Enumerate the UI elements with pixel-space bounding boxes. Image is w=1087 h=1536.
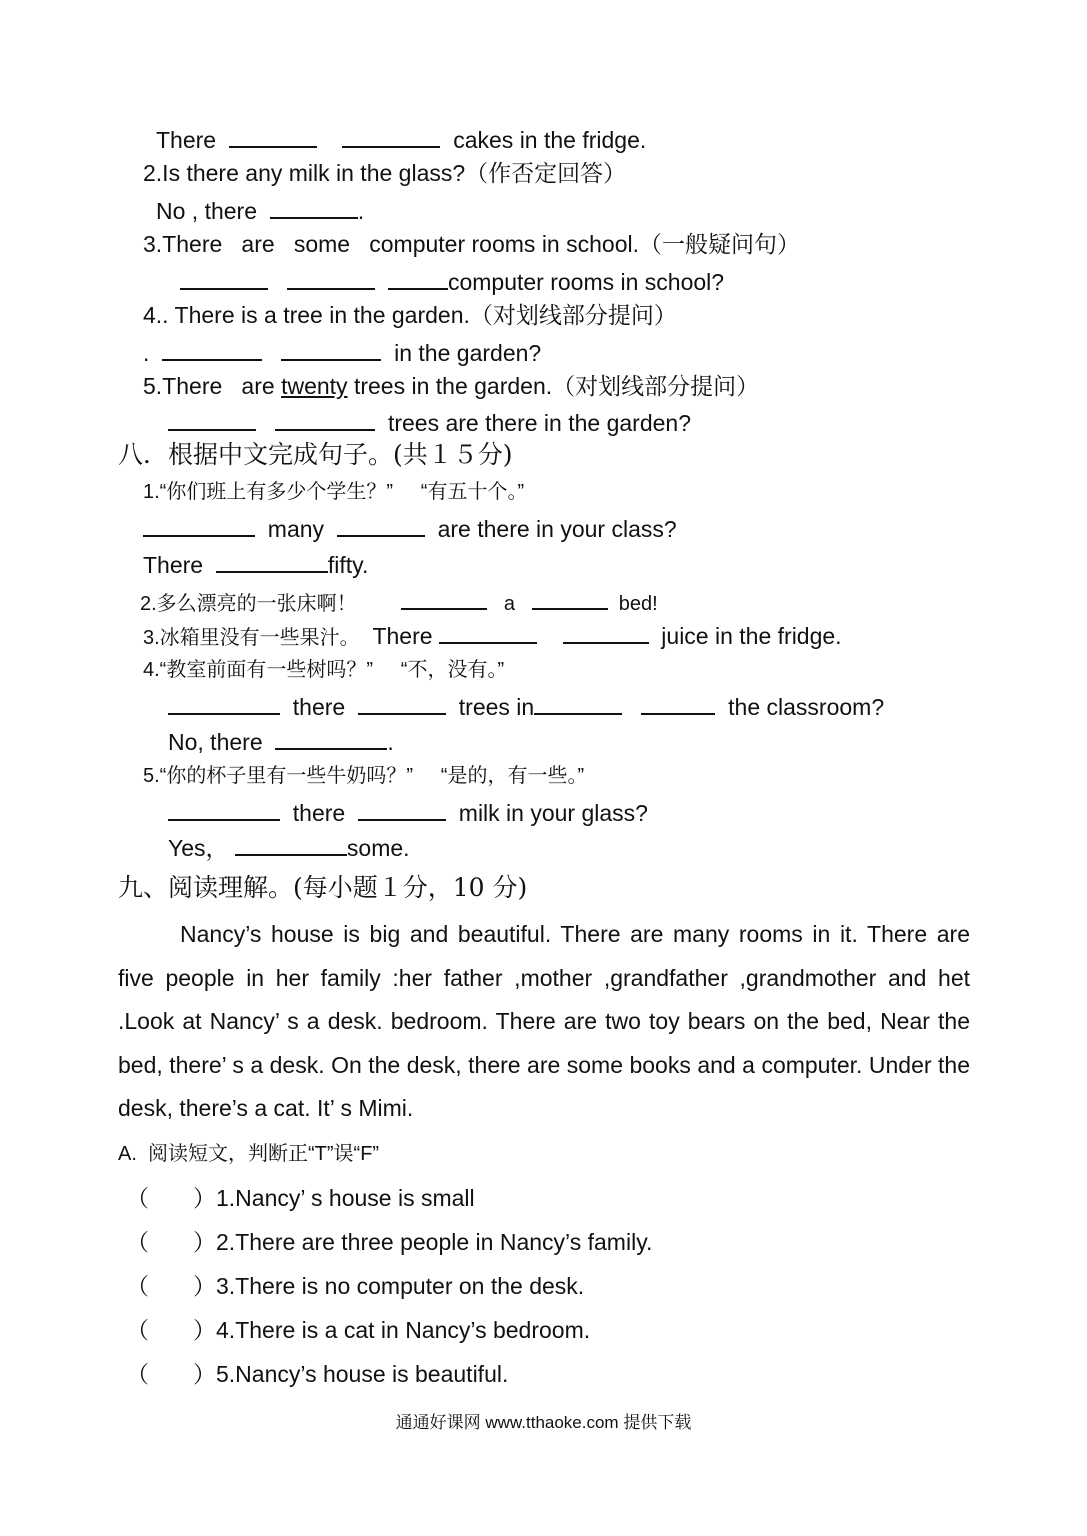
s7-q4: 4.. There is a tree in the garden.（对划线部分提问） <box>143 302 677 328</box>
s8-q3: 3.冰箱里没有一些果汁。 There juice in the fridge. <box>143 620 842 652</box>
answer-paren-close[interactable]: ） <box>193 1229 216 1255</box>
blank[interactable] <box>439 620 537 644</box>
answer-paren-open[interactable]: （ <box>126 1361 149 1387</box>
s8-q2: 2.多么漂亮的一张床啊！ a bed! <box>140 586 658 618</box>
blank[interactable] <box>162 337 262 361</box>
s8-q4-line2: No, there . <box>168 726 394 756</box>
blank[interactable] <box>143 513 255 537</box>
s7-q5: 5.There are twenty trees in the garden.（对划线部分提问） <box>143 373 760 399</box>
tf-item-text: 1.Nancy’ s house is small <box>216 1185 475 1211</box>
answer-paren-close[interactable]: ） <box>193 1273 216 1299</box>
blank[interactable] <box>270 195 358 219</box>
blank[interactable] <box>358 691 446 715</box>
s8-q4-cn: 4.“教室前面有一些树吗？” “不，没有。” <box>143 659 505 681</box>
blank[interactable] <box>534 691 622 715</box>
s7-q3-answer: computer rooms in school? <box>180 266 724 296</box>
reading-passage: Nancy’s house is big and beautiful. There are many rooms in it. There are five people in her family :her father ,mother ,grandfather ,grandmother and het .Look at Nancy’ s a desk. bedroom. There are two toy bears on the bed, Near the bed, there’ s a desk. On the desk, there are some books and a computer. Under the desk, there’s a cat. It’ s Mimi. <box>118 921 970 1122</box>
answer-paren-close[interactable]: ） <box>193 1185 216 1211</box>
answer-paren-close[interactable]: ） <box>193 1317 216 1343</box>
blank[interactable] <box>168 407 256 431</box>
section9-heading: 九、阅读理解。(每小题１分，10 分) <box>118 873 528 902</box>
blank[interactable] <box>401 586 487 610</box>
s7-q4-answer: . in the garden? <box>143 337 541 367</box>
s8-q5-line1: there milk in your glass? <box>168 797 648 827</box>
tf-item <box>126 1184 475 1212</box>
blank[interactable] <box>641 691 715 715</box>
answer-paren-close[interactable]: ） <box>193 1361 216 1387</box>
blank[interactable] <box>168 797 280 821</box>
blank[interactable] <box>275 726 387 750</box>
blank[interactable] <box>342 124 440 148</box>
s8-q1-cn: 1.“你们班上有多少个学生？” “有五十个。” <box>143 481 525 503</box>
tf-item <box>126 1316 590 1344</box>
s7-line1: There cakes in the fridge. <box>156 124 646 154</box>
blank[interactable] <box>358 797 446 821</box>
s7-q2-answer: No , there . <box>156 195 364 225</box>
blank[interactable] <box>532 586 608 610</box>
s8-q1-line2: There fifty. <box>143 549 368 579</box>
section8-heading: 八．根据中文完成句子。(共１５分) <box>118 440 513 469</box>
part-a-instruction: A. 阅读短文，判断正“T”误“F” <box>118 1143 380 1165</box>
blank[interactable] <box>287 266 375 290</box>
blank[interactable] <box>229 124 317 148</box>
tf-item-text: 2.There are three people in Nancy’s family. <box>216 1229 653 1255</box>
blank[interactable] <box>168 691 280 715</box>
s8-q5-line2: Yes， some. <box>168 832 410 862</box>
s8-q4-line1: there trees in the classroom? <box>168 691 884 721</box>
answer-paren-open[interactable]: （ <box>126 1185 149 1211</box>
blank[interactable] <box>563 620 649 644</box>
tf-item-text: 5.Nancy’s house is beautiful. <box>216 1361 509 1387</box>
blank[interactable] <box>235 832 347 856</box>
s7-q3: 3.There are some computer rooms in school.（一般疑问句） <box>143 231 800 257</box>
tf-item-text: 4.There is a cat in Nancy’s bedroom. <box>216 1317 591 1343</box>
blank[interactable] <box>180 266 268 290</box>
answer-paren-open[interactable]: （ <box>126 1273 149 1299</box>
tf-item-text: 3.There is no computer on the desk. <box>216 1273 585 1299</box>
tf-item <box>126 1228 652 1256</box>
answer-paren-open[interactable]: （ <box>126 1317 149 1343</box>
tf-item <box>126 1272 584 1300</box>
blank[interactable] <box>275 407 375 431</box>
answer-paren-open[interactable]: （ <box>126 1229 149 1255</box>
blank[interactable] <box>216 549 328 573</box>
tf-item <box>126 1360 508 1388</box>
s8-q1-line1: many are there in your class? <box>143 513 677 543</box>
blank[interactable] <box>388 266 448 290</box>
s8-q5-cn: 5.“你的杯子里有一些牛奶吗？” “是的，有一些。” <box>143 765 585 787</box>
s7-q5-answer: trees are there in the garden? <box>168 407 691 437</box>
s7-q2: 2.Is there any milk in the glass?（作否定回答） <box>143 160 627 186</box>
blank[interactable] <box>337 513 425 537</box>
blank[interactable] <box>281 337 381 361</box>
footer: 通通好课网 www.tthaoke.com 提供下载 <box>395 1413 692 1432</box>
